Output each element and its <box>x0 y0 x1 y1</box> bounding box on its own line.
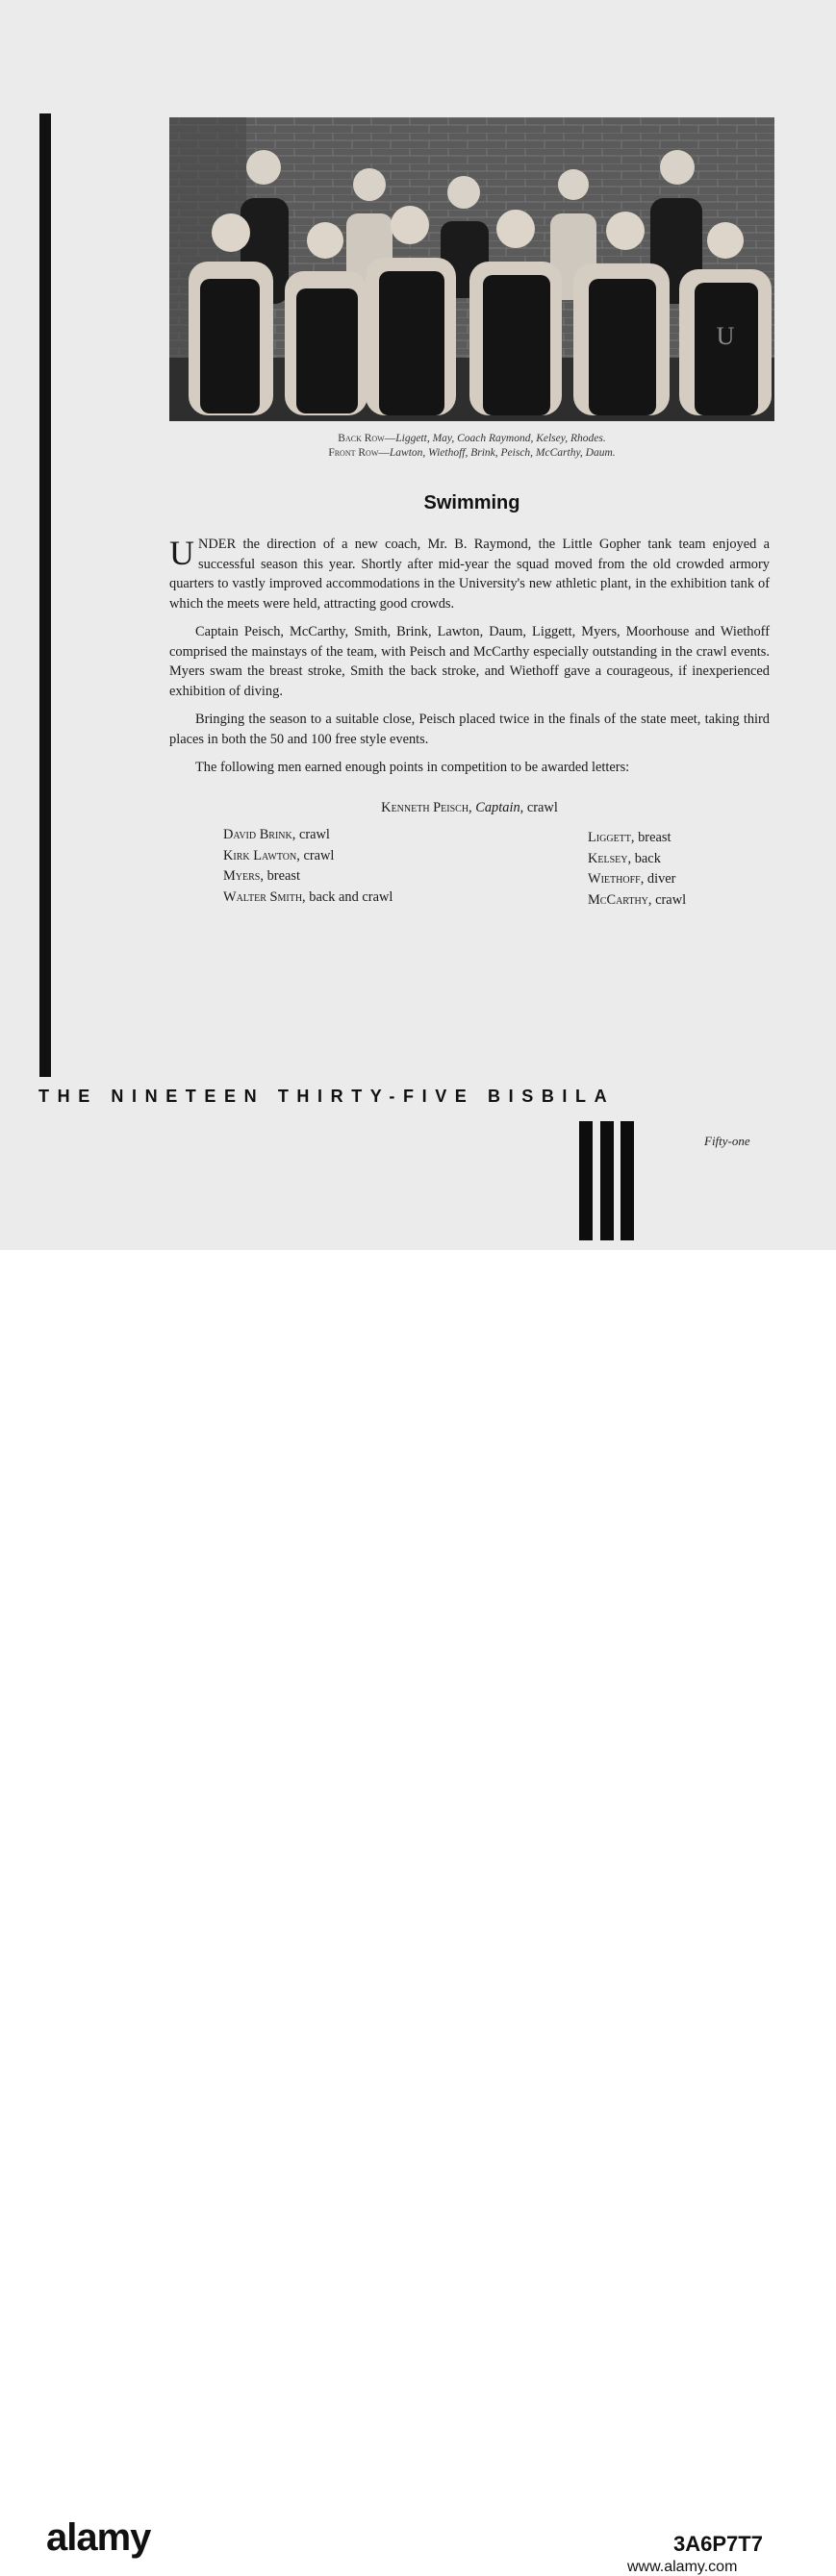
list-item: Liggett, breast <box>588 830 671 845</box>
watermark-url: www.alamy.com <box>627 2559 738 2575</box>
list-item: McCarthy, crawl <box>588 891 687 908</box>
left-vertical-rule <box>39 113 51 1077</box>
footer-bars <box>579 1121 635 1240</box>
footer-bar <box>600 1121 614 1240</box>
yearbook-title: THE NINETEEN THIRTY-FIVE BISBILA <box>38 1087 616 1106</box>
paragraph-2: Captain Peisch, McCarthy, Smith, Brink, Lawton, Daum, Liggett, Myers, Moorhouse and Wiethoff comprised the mainstays of the team, with Peisch and McCarthy especially outstanding in the crawl events. Myers swam the breast stroke, Smith the back stroke, and Wiethoff gave a courageous, if inexperienced exhibition of diving. <box>169 624 770 699</box>
caption-back-row: Back Row—Liggett, May, Coach Raymond, Kelsey, Rhodes. <box>338 433 606 444</box>
list-item: Wiethoff, diver <box>588 871 676 887</box>
photo-caption <box>169 432 774 461</box>
page-number: Fifty-one <box>704 1134 750 1148</box>
article-title: Swimming <box>423 492 520 513</box>
list-item: Walter Smith, back and crawl <box>223 888 393 905</box>
team-photo <box>169 117 774 421</box>
drop-cap: U <box>169 534 194 572</box>
letter-winners-right <box>588 828 686 911</box>
list-item: Kirk Lawton, crawl <box>223 847 335 863</box>
watermark-logo: alamy <box>46 2516 151 2559</box>
article-body <box>169 535 770 787</box>
team-photo-illustration <box>169 117 774 421</box>
list-item: David Brink, crawl <box>223 827 330 842</box>
paragraph-1: UNDER the direction of a new coach, Mr. B. Raymond, the Little Gopher tank team enjoyed a successful season this year. Shortly after mid-year the squad moved from the old crowded armory quarters to vastly improved accommodations in the University's new athletic plant, in the exhibition tank of which the meets were held, attracting good crowds. <box>169 534 770 612</box>
footer-bar <box>579 1121 593 1240</box>
yearbook-page <box>0 0 836 1250</box>
paragraph-4: The following men earned enough points in competition to be awarded letters: <box>195 760 630 775</box>
caption-front-row: Front Row—Lawton, Wiethoff, Brink, Peisch, McCarthy, Daum. <box>328 447 616 459</box>
watermark-image-id: 3A6P7T7 <box>673 2532 763 2556</box>
paragraph-3: Bringing the season to a suitable close, Peisch placed twice in the finals of the state meet, taking third places in both the 50 and 100 free style events. <box>169 712 770 747</box>
svg-text:U: U <box>716 322 735 350</box>
footer-bar <box>621 1121 634 1240</box>
letter-winners-left <box>223 825 393 908</box>
list-item: Myers, breast <box>223 868 300 884</box>
captain-line: Kenneth Peisch, Captain, crawl <box>381 800 558 815</box>
watermark-bar <box>0 1250 836 2575</box>
list-item: Kelsey, back <box>588 850 661 866</box>
